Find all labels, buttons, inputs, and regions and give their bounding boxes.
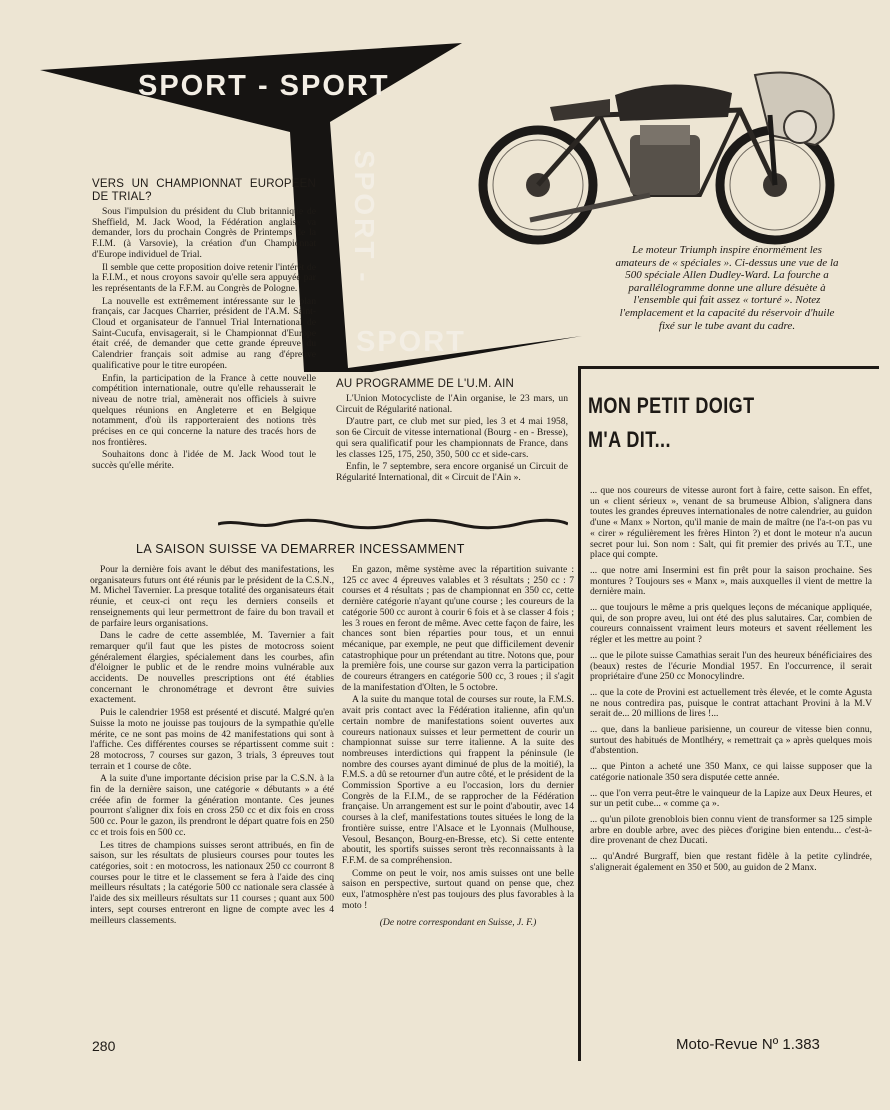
list-item: ... que l'on verra peut-être le vainqueur de la Lapize aux Deux Heures, et sur un petit cube... « comme ça ». — [590, 787, 872, 810]
article-suisse-paragraph: Dans le cadre de cette assemblée, M. Tavernier a fait remarquer qu'il faut que les pistes de motocross soient généralement élargies, spécialement dans les courbes, afin d'éloigner le public et de le rendre moins vulnérable aux accidents. De nouvelles prescriptions ont été établies concernant le chronométrage et devront être suivies exactement. — [90, 630, 334, 706]
list-item: ... que nos coureurs de vitesse auront fort à faire, cette saison. En effet, un « client sérieux », venant de sa brumeuse Albion, s'alignera dans toutes les grandes épreuves internationales de notre calendrier, au guidon d'une « Manx » Norton, qu'il manie de main de maître (ne l'a-t-on pas vu « cirer » régulièrement les frères Hinton ?) et dont le moteur n'a aucun secret pour lui. Son nom : Salt, qui fit premier des privés au T.T., une place qui compte. — [590, 485, 872, 561]
article-suisse-paragraph: A la suite d'une importante décision prise par la C.S.N. à la fin de la dernière saison, une catégorie « débutants » a été créée afin de former la génération montante. Ces jeunes pourront s'aligner dix fois en cross 250 cc et dix fois en cross 500 cc. Pour le gazon, ils prendront le départ quatre fois en 250 cc et trois fois en 500 cc. — [90, 773, 334, 838]
article-ain-paragraph: L'Union Motocycliste de l'Ain organise, le 23 mars, un Circuit de Régularité national. — [336, 393, 568, 415]
list-item: ... que la cote de Provini est actuellement très élevée, et le comte Agusta ne nous contredira pas, puisque le contrat attachant Provini à la M.V serait de... 20 millions de lires !... — [590, 686, 872, 720]
article-suisse-title: LA SAISON SUISSE VA DEMARRER INCESSAMMENT — [136, 542, 465, 556]
article-suisse-paragraph: Puis le calendrier 1958 est présenté et discuté. Malgré qu'en Suisse la moto ne jouisse pas toujours de la sympathie qu'elle mérite, ce ne sont pas moins de 42 manifestations qui sont à l'affiche. Ces différentes courses se répartissent comme suit : 28 motocross, 7 courses sur gazon, 3 trials, 3 épreuves tout terrain et 1 course de côte. — [90, 707, 334, 772]
article-ain-paragraph: D'autre part, ce club met sur pied, les 3 et 4 mai 1958, son 6e Circuit de vitesse international (Bourg - en - Bresse), qui sera qualificatif pour les championnats de France, dans les classes 125, 175, 250, 350, 500 cc et side-cars. — [336, 416, 568, 460]
article-suisse-col2 — [342, 565, 574, 930]
article-suisse-paragraph: En gazon, même système avec la répartition suivante : 125 cc avec 4 épreuves valables et 3 résultats ; 250 cc : 7 courses et 4 résultats ; pas de championnat en 350 cc, cette dernière catégorie n'ayant qu'une course ; les coureurs de la catégorie 500 cc auront à courir 6 fois et à se classer 4 fois ; les 3 roues en feront de même. Avec cette façon de faire, les chances sont bien réparties pour tous, et un ennui mécanique, par exemple, ne peut que difficilement devenir catastrophique pour un prétendant au titre. Notons que, pour la première fois, une course sur gazon verra la participation de coureurs étrangers en catégorie 500 cc, 3 roues ; il s'agit de la manifestation d'Olten, le 5 octobre. — [342, 564, 574, 693]
magazine-footer: Moto-Revue Nº 1.383 — [676, 1036, 820, 1053]
list-item: ... que, dans la banlieue parisienne, un coureur de vitesse bien connu, surtout des habitués de Montlhéry, « remettrait ça » après quelques mois d'abstention. — [590, 724, 872, 757]
article-suisse-col1 — [90, 565, 334, 928]
banner-sport-bottom: SPORT — [356, 326, 466, 358]
photo-caption: Le moteur Triumph inspire énormément les amateurs de « spéciales ». Ci-dessus une vue de la 500 spéciale Allen Dudley-Ward. La fourche a parallélogramme donne une allure désuète à l'ensemble qui fait assez « torturé ». Notez l'emplacement et la capacité du réservoir d'huile fixé sur le tube avant du cadre. — [615, 244, 839, 332]
list-item: ... que notre ami Insermini est fin prêt pour la saison prochaine. Ses montures ? Toujours ses « Manx », mais auxquelles il vient de mettre la dernière main. — [590, 564, 872, 598]
motorcycle-photo — [470, 55, 845, 245]
article-ain-paragraph: Enfin, le 7 septembre, sera encore organisé un Circuit de Régularité International, dit « Circuit de l'Ain ». — [336, 461, 568, 483]
article-trial-title: VERS UN CHAMPIONNAT EUROPEEN DE TRIAL? — [92, 178, 316, 203]
article-trial-paragraph: Enfin, la participation de la France à cette nouvelle compétition internationale, outre qu'elle rehausserait le niveau de notre trial, amènerait nos officiels à suivre quelques réunions en Angleterre et en Belgique notamment, d'où ils rapporteraient des notions très précises en ce qui concerne la nature des tracés hors de nos frontières. — [92, 372, 316, 448]
article-trial-paragraph: Sous l'impulsion du président du Club britannique de Sheffield, M. Jack Wood, la Fédération anglaise va demander, lors du prochain Congrès de Printemps de la F.I.M. (à Varsovie), la création d'un Championnat d'Europe individuel de Trial. — [92, 206, 316, 260]
article-trial — [92, 178, 316, 474]
article-suisse-paragraph: Les titres de champions suisses seront attribués, en fin de saison, sur les résultats de plusieurs courses pour toutes les catégories, soit : en motocross, les nationaux 250 cc courront 8 courses pour le titre et le classement se fera à l'aide des cinq meilleurs résultats ; la catégorie 500 cc nationale sera classée à l'aide des six meilleurs résultats sur 11 courses ; quant aux 500 inters, sept courses entreront en ligne de compte avec les 4 meilleurs classements. — [90, 839, 334, 926]
banner-sport-vertical: SPORT - — [349, 150, 380, 285]
list-item: ... que Pinton a acheté une 350 Manx, ce qui laisse supposer que la catégorie nationale 350 sera disputée cette année. — [590, 761, 872, 783]
banner-sport-top: SPORT - SPORT — [138, 70, 390, 102]
article-suisse-paragraph: Comme on peut le voir, nos amis suisses ont une belle saison en perspective, surtout quand on pense que, chez eux, l'atmosphère n'est pas toujours des plus favorables à la moto ! — [342, 867, 574, 911]
article-suisse-signature: (De notre correspondant en Suisse, J. F.) — [379, 916, 537, 928]
mon-petit-doigt-items — [590, 486, 872, 879]
article-ain — [336, 378, 568, 486]
list-item: ... qu'un pilote grenoblois bien connu vient de transformer sa 125 simple arbre en double arbre, avec des pièces d'origine bien entendu... c'est-à-dire provenant de chez Ducati. — [590, 813, 872, 847]
article-trial-paragraph: La nouvelle est extrêmement intéressante sur le plan français, car Jacques Charrier, président de l'A.M. Saint-Cloud et organisateur de l'annuel Trial International de Saint-Cucufa, envisagerait, si le Championnat d'Europe était créé, de demander que cette grande épreuve du Calendrier français soit admise au rang d'épreuve qualificative pour le titre européen. — [92, 295, 316, 371]
article-trial-paragraph: Il semble que cette proposition doive retenir l'intérêt de la F.I.M., et nous croyons savoir qu'elle sera appuyée par les représentants de la F.F.M. au Congrès de Pologne. — [92, 261, 316, 294]
mon-petit-doigt-title-2: M'A DIT... — [588, 427, 671, 452]
section-divider — [218, 517, 568, 531]
list-item: ... qu'André Burgraff, bien que restant fidèle à la petite cylindrée, s'alignerait également en 350 et 500, au guidon de 2 Manx. — [590, 851, 872, 873]
list-item: ... que toujours le même a pris quelques leçons de mécanique appliquée, qui, de son propre aveu, lui ont été des plus salutaires. Car, combien de coureurs connaissent vraiment leurs moteurs et savent réellement les régler et les mettre au point ? — [590, 602, 872, 646]
article-ain-title: AU PROGRAMME DE L'U.M. AIN — [336, 378, 515, 390]
mon-petit-doigt-title-1: MON PETIT DOIGT — [588, 393, 755, 418]
page-number: 280 — [92, 1038, 116, 1054]
article-trial-paragraph: Souhaitons donc à l'idée de M. Jack Wood tout le succès qu'elle mérite. — [92, 449, 316, 472]
article-suisse-paragraph: A la suite du manque total de courses sur route, la F.M.S. avait pris contact avec la Fédération italienne, afin qu'un certain nombre de manifestations soient ouvertes aux coureurs nationaux suisses et leur permettent de courir un championnat suisse sur terre italienne. A la suite des nombreuses interdictions qui frappent la péninsule (le nombre des courses ayant diminué de plus de la moitié), la F.M.S. a dû se retourner d'un autre côté, et le président de la Commission Sportive a eu l'occasion, lors du dernier Congrès de la F.I.M., de se rapprocher de la Fédération française. Un arrangement est sur le point d'aboutir, avec 14 courses à la clef, manifestations toutes situées le long de la frontière suisse, entre l'Alsace et le Lyonnais (Mulhouse, Vesoul, Besançon, Bourg-en-Bresse, etc). Si cette entente aboutit, les sportifs suisses seront très reconnaissants à la F.F.M. de sa compréhension. — [342, 694, 574, 866]
list-item: ... que le pilote suisse Camathias serait l'un des heureux bénéficiaires des (beaux) restes de l'écurie Mondial 1957. En l'occurrence, il serait propriétaire d'une 250 cc Monocylindre. — [590, 649, 872, 683]
article-suisse-paragraph: Pour la dernière fois avant le début des manifestations, les organisateurs futurs ont été réunis par le président de la C.S.N., M. Michel Tavernier. La presque totalité des organisateurs était réunie, et ceux-ci ont reçu les derniers conseils et renseignements qui leur permettront de faire du bon travail et de parfaire leurs organisations. — [90, 564, 334, 629]
